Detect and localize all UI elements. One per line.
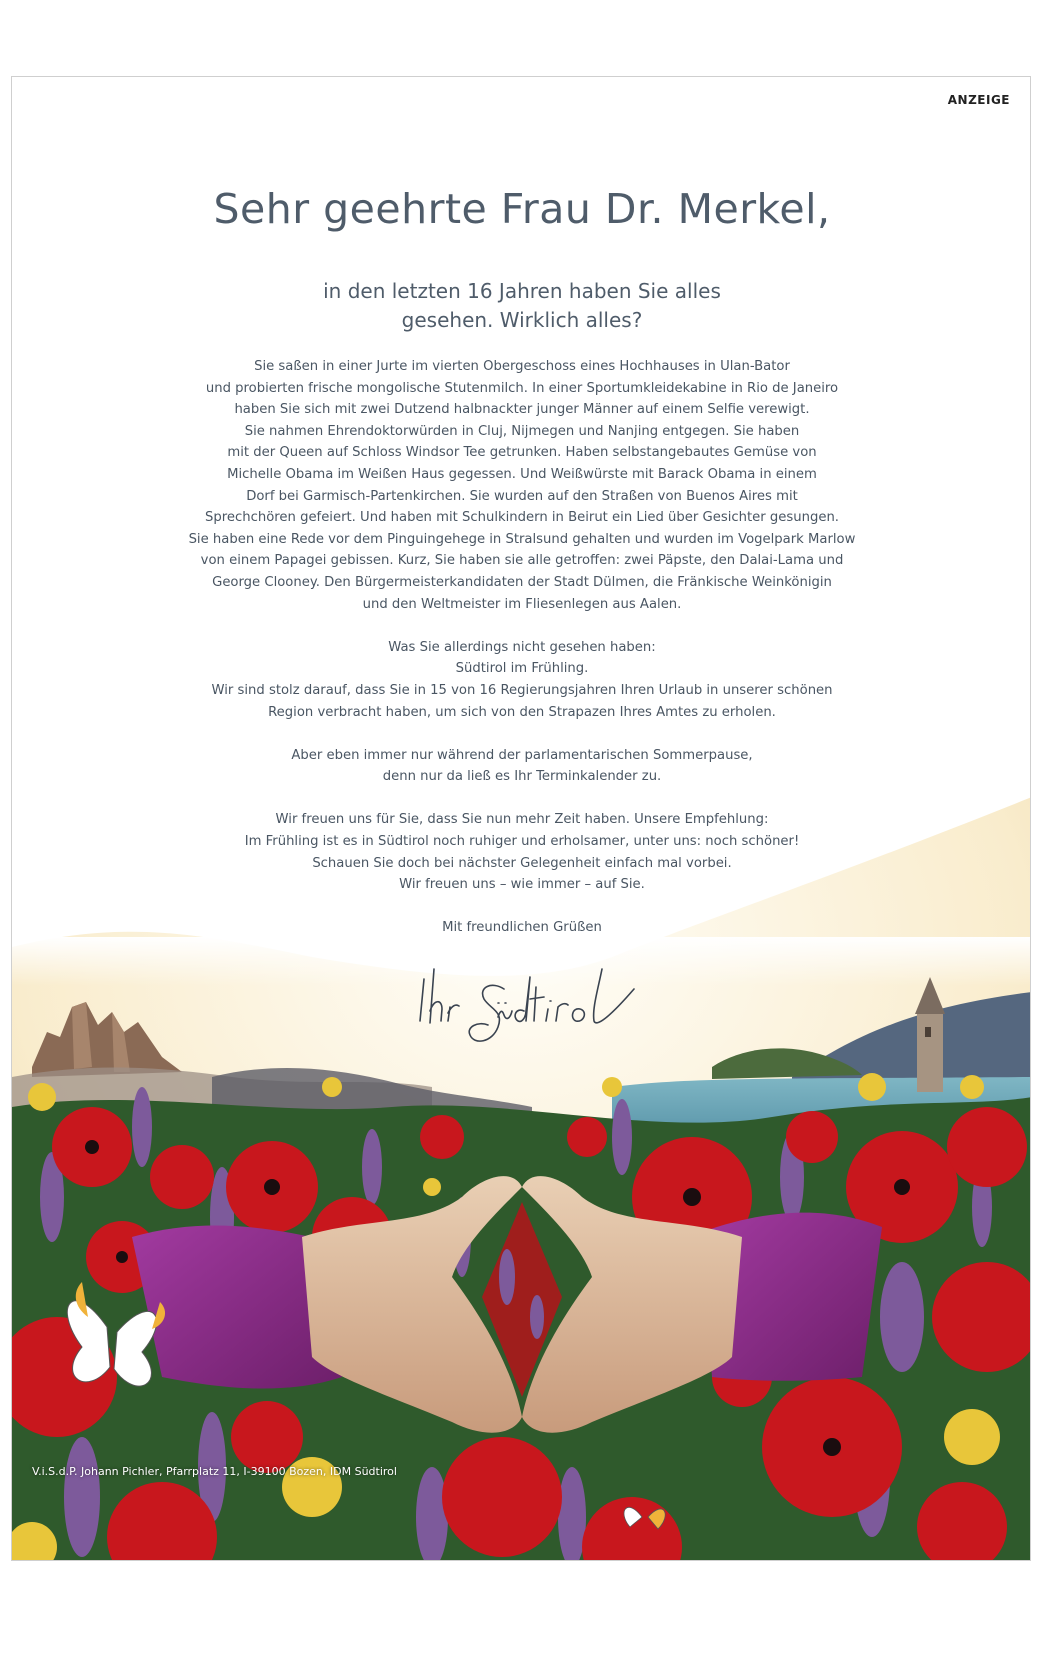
ad-label: ANZEIGE — [947, 93, 1010, 107]
paragraph-summer-break: Aber eben immer nur während der parlamentarischen Sommerpause, denn nur da ließ es Ihr Terminkalender zu. — [291, 747, 753, 785]
closing-greeting: Mit freundlichen Grüßen — [442, 920, 602, 936]
letter-body — [132, 356, 912, 961]
letter-salutation: Sehr geehrte Frau Dr. Merkel, — [213, 185, 831, 233]
imprint-notice: V.i.S.d.P. Johann Pichler, Pfarrplatz 11, I-39100 Bozen, IDM Südtirol — [32, 1465, 397, 1478]
letter-subheadline: in den letzten 16 Jahren haben Sie alles gesehen. Wirklich alles? — [323, 279, 721, 332]
paragraph-recommendation: Wir freuen uns für Sie, dass Sie nun mehr Zeit haben. Unsere Empfehlung: Im Frühling ist es in Südtirol noch ruhiger und erholsamer, unter uns: noch schöner! Schauen Sie doch bei nächster Gelegenheit einfach mal vorbei. Wir freuen uns – wie immer – auf Sie. — [244, 812, 800, 893]
paragraph-not-seen: Was Sie allerdings nicht gesehen haben: Südtirol im Frühling. Wir sind stolz darauf, dass Sie in 15 von 16 Regierungsjahren Ihren Urlaub in unserer schönen Region verbracht haben, um sich von den Strapazen Ihres Amtes zu erholen. — [211, 639, 833, 720]
handwritten-signature — [412, 959, 642, 1054]
advertisement-page — [11, 76, 1031, 1561]
paragraph-travels: Sie saßen in einer Jurte im vierten Obergeschoss eines Hochhauses in Ulan-Bator und probierten frische mongolische Stutenmilch. In einer Sportumkleidekabine in Rio de Janeiro haben Sie sich mit zwei Dutzend halbnackter junger Männer auf einem Selfie verewigt. Sie nahmen Ehrendoktorwürden in Cluj, Nijmegen und Nanjing entgegen. Sie haben mit der Queen auf Schloss Windsor Tee getrunken. Haben selbstangebautes Gemüse von Michelle Obama im Weißen Haus gegessen. Und Weißwürste mit Barack Obama in einem Dorf bei Garmisch-Partenkirchen. Sie wurden auf den Straßen von Buenos Aires mit Sprechchören gefeiert. Und haben mit Schulkindern in Beirut ein Lied über Gesichter gesungen. Sie haben eine Rede vor dem Pinguingehege in Stralsund gehalten und wurden im Vogelpark Marlow von einem Papagei gebissen. Kurz, Sie haben sie alle getroffen: zwei Päpste, den Dalai-Lama und George Clooney. Den Bürgermeisterkandidaten der Stadt Dülmen, die Fränkische Weinkönigin und den Weltmeister im Fliesenlegen aus Aalen. — [188, 359, 856, 612]
